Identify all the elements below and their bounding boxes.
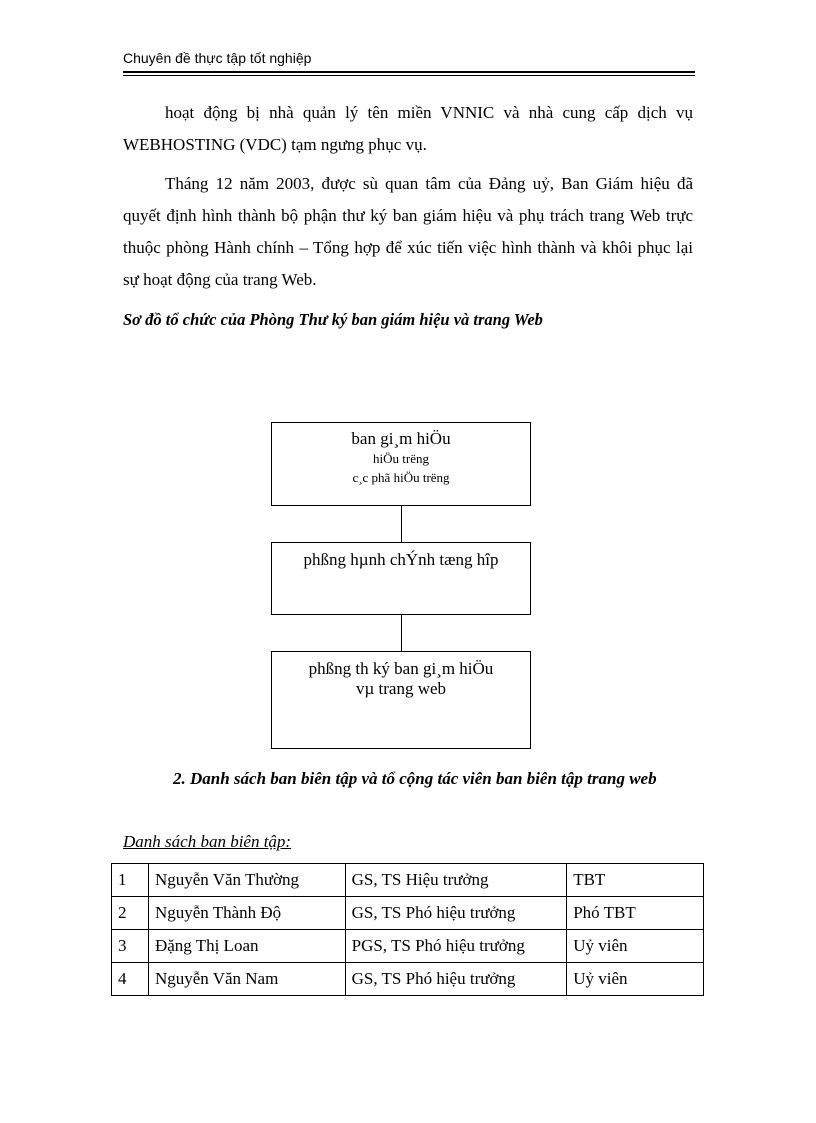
org-box-secretary-line1: phßng th ký ban gi¸m hiÖu [308,659,494,678]
member-no: 4 [112,963,149,996]
org-box-board-line3: c¸c phã hiÖu trëng [352,470,450,485]
org-box-admin-line1: phßng hµnh chÝnh tæng hîp [303,550,499,569]
section-2-title: 2. Danh sách ban biên tập và tổ cộng tác viên ban biên tập trang web [173,769,657,788]
member-name: Nguyễn Văn Thường [148,864,345,897]
member-name: Nguyễn Thành Độ [148,897,345,930]
member-position: GS, TS Phó hiệu trưởng [345,897,567,930]
member-name: Nguyễn Văn Nam [148,963,345,996]
org-box-admin [271,542,531,615]
table-row [112,897,704,930]
member-name: Đặng Thị Loan [148,930,345,963]
org-box-board-line1: ban gi¸m hiÖu [351,429,451,448]
table-row [112,864,704,897]
member-position: GS, TS Phó hiệu trưởng [345,963,567,996]
member-position: GS, TS Hiệu trưởng [345,864,567,897]
member-role: Uỷ viên [567,930,704,963]
org-connector-1 [401,506,402,542]
org-connector-2 [401,615,402,651]
member-position: PGS, TS Phó hiệu trưởng [345,930,567,963]
member-role: Uỷ viên [567,963,704,996]
paragraph-1: hoạt động bị nhà quản lý tên miền VNNIC và nhà cung cấp dịch vụ WEBHOSTING (VDC) tạm ngưng phục vụ. [123,103,693,154]
header-rule-thick [123,71,695,73]
org-box-board [271,422,531,506]
member-no: 2 [112,897,149,930]
member-no: 1 [112,864,149,897]
table-row [112,930,704,963]
org-box-secretary-line2: vµ trang web [355,679,447,698]
member-role: TBT [567,864,704,897]
editorial-board-subtitle: Danh sách ban biên tập: [123,832,292,851]
page-header-title: Chuyên đề thực tập tốt nghiệp [123,50,312,66]
org-box-secretary [271,651,531,749]
org-box-board-line2: hiÖu trëng [373,451,429,466]
editorial-board-table [111,863,704,996]
member-role: Phó TBT [567,897,704,930]
paragraph-2: Tháng 12 năm 2003, được sù quan tâm của Đảng uỷ, Ban Giám hiệu đã quyết định hình thành bộ phận thư ký ban giám hiệu và phụ trách trang Web trực thuộc phòng Hành chính – Tổng hợp để xúc tiến việc hình thành và khôi phục lại sự hoạt động của trang Web. [123,174,693,289]
member-no: 3 [112,930,149,963]
table-row [112,963,704,996]
header-rule-thin [123,75,695,76]
org-chart-heading: Sơ đồ tổ chức của Phòng Thư ký ban giám hiệu và trang Web [123,310,543,329]
